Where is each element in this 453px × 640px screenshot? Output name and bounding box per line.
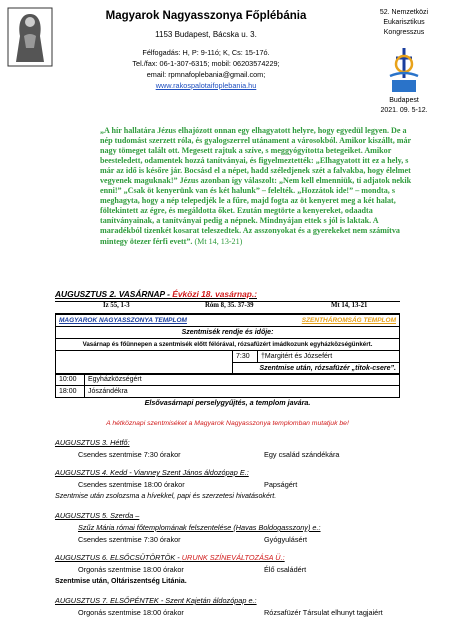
mass-time: 7:30 bbox=[233, 351, 258, 363]
eucharistic-congress-logo bbox=[382, 42, 426, 96]
mass-intention: Gyógyulásért bbox=[264, 535, 307, 544]
mass-type: Csendes szentmise 7:30 órakor bbox=[78, 535, 181, 544]
mass-intention: †Margitért és Józsefért bbox=[258, 351, 400, 363]
day-note: Szentmise után zsolozsma a hívekkel, papi és szerzetesi hivatásokért. bbox=[55, 492, 277, 500]
day-heading-tuesday: AUGUSZTUS 4. Kedd - Vianney Szent János áldozópap E.: bbox=[55, 468, 249, 477]
reading-1: Iz 55, 1-3 bbox=[103, 302, 130, 309]
gospel-reference: (Mt 14, 13-21) bbox=[194, 236, 243, 246]
empty-cell bbox=[56, 351, 233, 363]
congress-line-3: Kongresszus bbox=[383, 29, 425, 36]
madonna-logo bbox=[6, 6, 54, 68]
collection-note: Elsővasárnapi perselygyűjtés, a templom javára. bbox=[144, 398, 311, 407]
congress-city: Budapest bbox=[389, 97, 419, 104]
day-heading-monday: AUGUSZTUS 3. Hétfő: bbox=[55, 438, 130, 447]
mass-time: 18:00 bbox=[56, 386, 85, 398]
mass-intention: Egyházközségért bbox=[85, 374, 400, 386]
day-heading-friday: AUGUSZTUS 7. ELSŐPÉNTEK - Szent Kajetán áldozópap e.: bbox=[55, 596, 257, 605]
day-note: Szentmise után, Oltáriszentség Litánia. bbox=[55, 577, 187, 585]
mass-type: Orgonás szentmise 18:00 órakor bbox=[78, 608, 184, 617]
mass-order-heading: Szentmisék rendje és idője: bbox=[56, 327, 400, 339]
congress-line-1: 52. Nemzetközi bbox=[379, 9, 429, 16]
sunday-heading bbox=[55, 289, 257, 299]
parish-title: Magyarok Nagyasszonya Főplébánia bbox=[105, 10, 307, 22]
day-heading-thursday bbox=[55, 553, 285, 562]
mass-schedule-table-2 bbox=[55, 373, 400, 398]
congress-heading bbox=[360, 8, 448, 38]
rosary-notice: Vasárnap és főünnepen a szentmisék előtt félórával, rózsafüzért imádkozunk egyházközségünkért. bbox=[56, 339, 400, 351]
mass-schedule-table bbox=[55, 314, 400, 375]
mass-time: 10:00 bbox=[56, 374, 85, 386]
weekday-notice: A hétköznapi szentmiséket a Magyarok Nagyasszonya templomban mutatjuk be! bbox=[106, 420, 349, 427]
feast-name: Szűz Mária római főtemplomának felszentelése (Havas Boldogasszony) e.: bbox=[78, 523, 321, 532]
congress-line-2: Eukarisztikus bbox=[383, 19, 425, 26]
contact-block bbox=[58, 47, 354, 91]
phone-numbers: Tel./fax: 06-1-307-6315; mobil: 06203574229; bbox=[132, 59, 280, 68]
website-link[interactable]: www.rakospalotaifoplebania.hu bbox=[155, 81, 257, 90]
congress-date-range: 2021. 09. 5-12. bbox=[380, 107, 428, 114]
day-heading-wednesday: AUGUSZTUS 5. Szerda – bbox=[55, 511, 140, 520]
gospel-text: „A hír hallatára Jézus elhajózott onnan egy elhagyatott helyre, hogy egyedül legyen. De a nép tudomást szerzett róla, és gyalogszerrel utánament a városokból. Amikor kiszállt, már nagy tömeget talált ott. Megesett rajtuk a szíve, s meggyógyította betegeiket. Amikor beesteledett, odamentek hozzá tanítványai, és figyelmeztették: „Elhagyatott itt ez a hely, s már az idő is későre jár. Bocsásd el a népet, hadd széledjenek szét a falvakba, hogy élelmet vegyenek maguknak!” Jézus azonban így válaszolt: „Nem kell elmenniük, ti adjatok nekik enni!” „Csak öt kenyerünk van és két halunk” – felelték. „Hozzátok ide!” – mondta, s meghagyta, hogy a nép telepedjék le a fűre, majd fogta az öt kenyeret meg a két halat, föltekintett az égre, és megáldotta őket. Ezután megtörte a kenyereket, odaadta tanítványainak, a tanítványai pedig a népnek. Mindnyájan ettek s jól is laktak. A maradékból tizenkét kosarat teleszedtek. Az asszonyokat és a gyerekeket nem számítva mintegy ötezer férfi evett”. bbox=[100, 126, 412, 246]
parish-address: 1153 Budapest, Bácska u. 3. bbox=[155, 30, 257, 39]
gospel-ref: Mt 14, 13-21 bbox=[331, 302, 368, 309]
reading-2: Róm 8, 35. 37-39 bbox=[205, 302, 254, 309]
email-address[interactable]: email: rpmnafoplebania@gmail.com; bbox=[146, 70, 266, 79]
gospel-passage bbox=[100, 126, 416, 247]
church-second-header: SZENTHÁROMSÁG TEMPLOM bbox=[233, 315, 400, 327]
mass-type: Csendes szentmise 7:30 órakor bbox=[78, 450, 181, 459]
church-main-header: MAGYAROK NAGYASSZONYA TEMPLOM bbox=[56, 315, 233, 327]
readings-row bbox=[55, 301, 400, 314]
mass-intention: Jószándékra bbox=[85, 386, 400, 398]
day-title: AUGUSZTUS 6. ELSŐCSÜTÖRTÖK - bbox=[55, 553, 182, 562]
mass-intention: Egy család szándékára bbox=[264, 450, 340, 459]
mass-type: Orgonás szentmise 18:00 órakor bbox=[78, 565, 184, 574]
feast-name: URUNK SZÍNEVÁLTOZÁSA Ü.: bbox=[181, 553, 285, 562]
mass-intention: Rózsafüzér Társulat elhunyt tagjaiért bbox=[264, 608, 383, 617]
office-hours: Félfogadás: H, P: 9-11ó; K, Cs: 15-17ó. bbox=[142, 48, 270, 57]
mass-intention: Papságért bbox=[264, 480, 298, 489]
ordinary-time-label: Évközi 18. vasárnap.: bbox=[172, 289, 257, 299]
after-mass-note: Szentmise után, rózsafüzér „titok-csere”. bbox=[233, 363, 400, 375]
sunday-date: AUGUSZTUS 2. VASÁRNAP - bbox=[55, 289, 173, 299]
mass-intention: Élő családért bbox=[264, 565, 307, 574]
mass-type: Csendes szentmise 18:00 órakor bbox=[78, 480, 185, 489]
congress-dates bbox=[360, 96, 448, 116]
